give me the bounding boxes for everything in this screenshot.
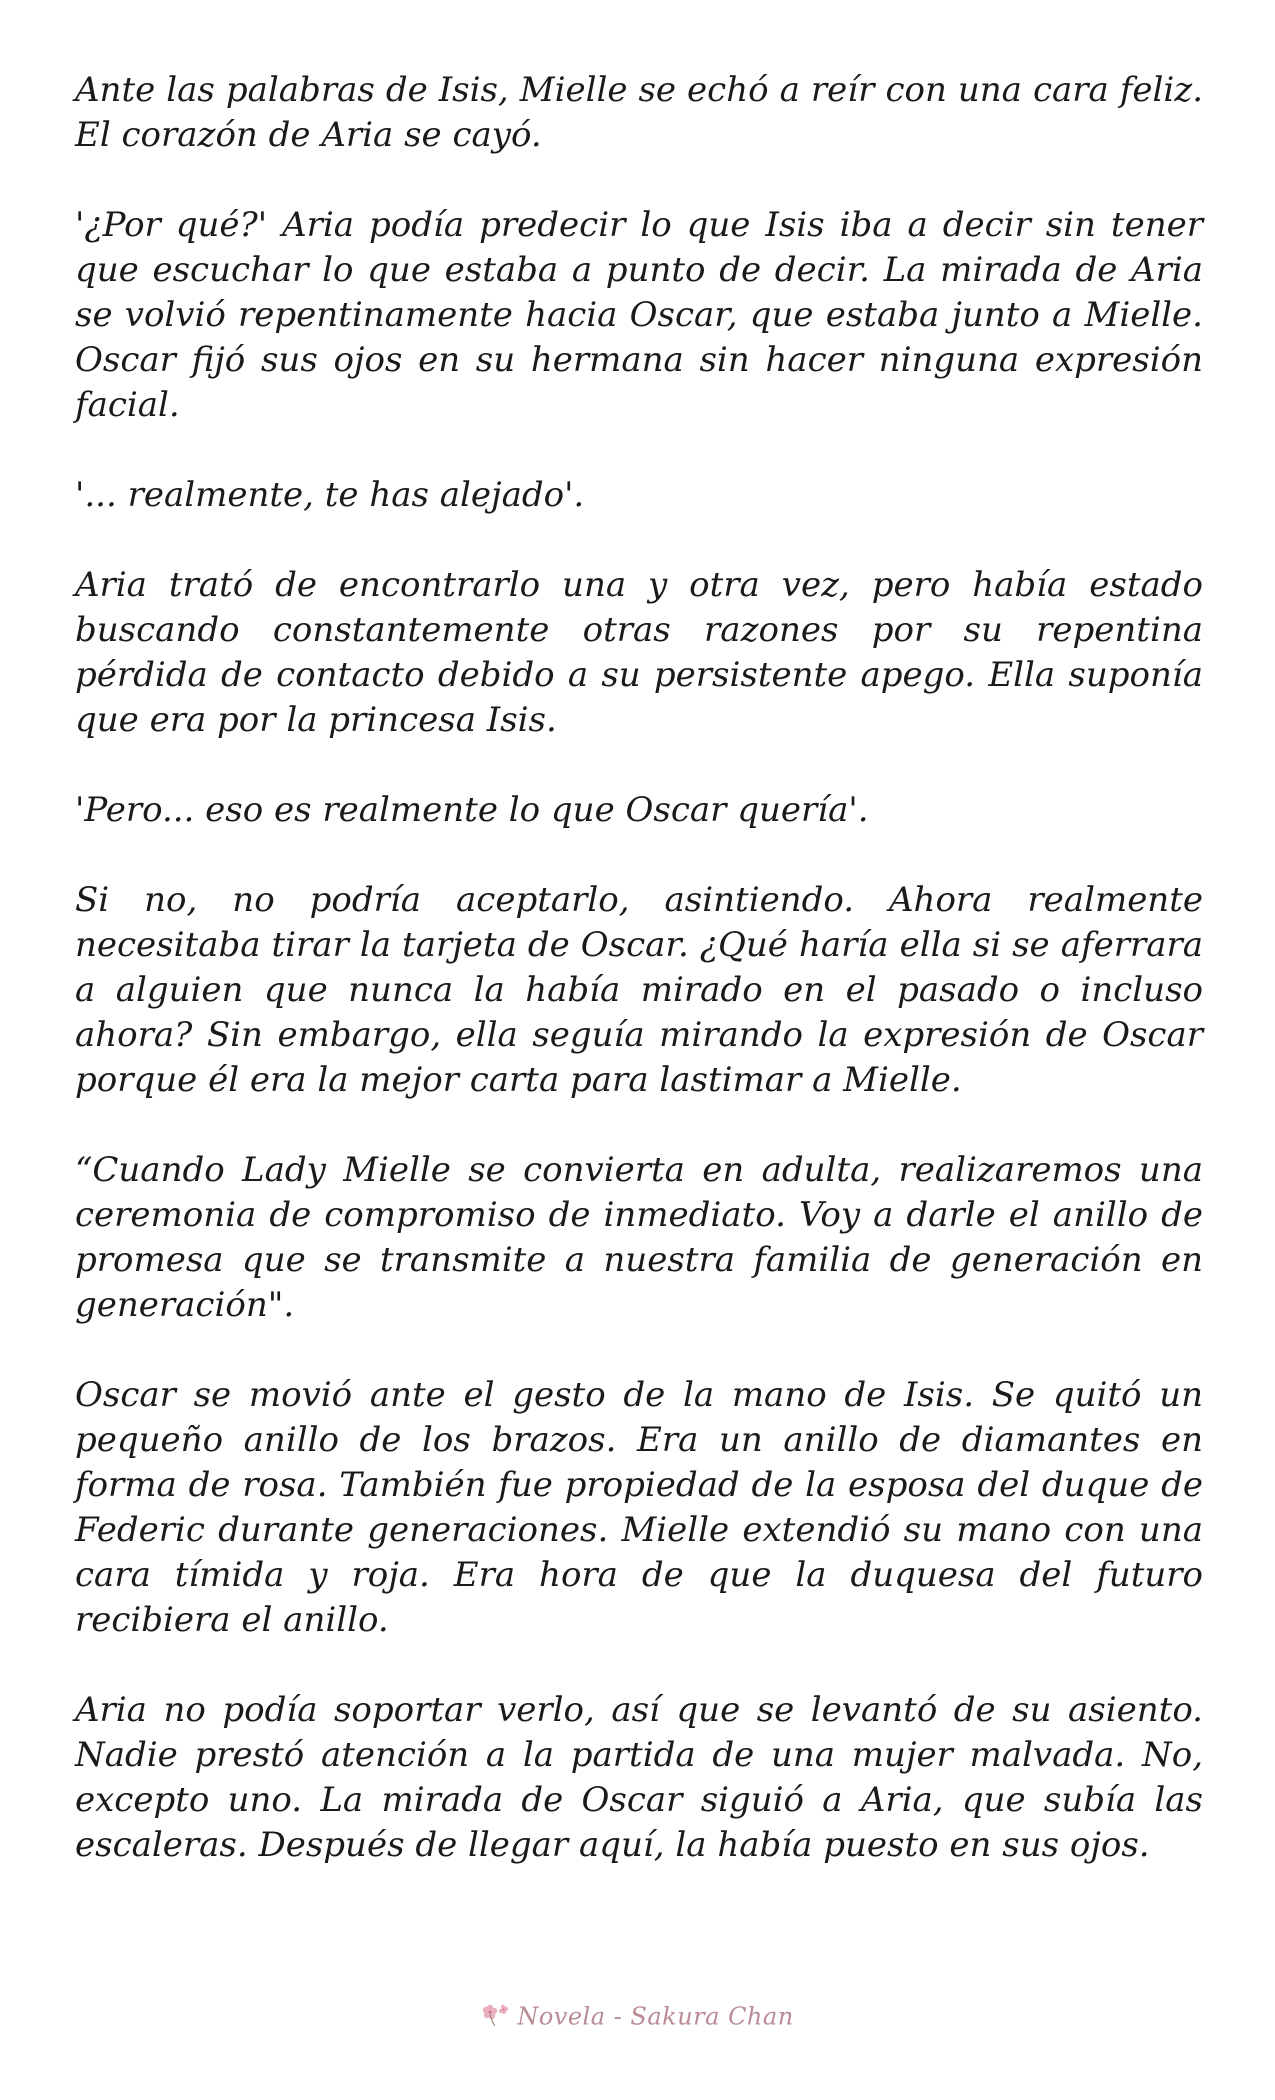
cherry-blossom-icon — [481, 2002, 511, 2034]
paragraph-4: Aria trató de encontrarlo una y otra vez, pero había estado buscando constantemente otras razones por su repentina pérdida de contacto debido a su persistente apego. Ella suponía que era por la princesa Isis. — [75, 565, 1203, 740]
watermark-text: Novela - Sakura Chan — [517, 2002, 794, 2031]
paragraph-9: Aria no podía soportar verlo, así que se levantó de su asiento. Nadie prestó atención a la partida de una mujer malvada. No, excepto uno. La mirada de Oscar siguió a Aria, que subía las escaleras. Después de llegar aquí, la había puesto en sus ojos. — [75, 1690, 1203, 1865]
paragraph-5: 'Pero... eso es realmente lo que Oscar quería'. — [75, 790, 869, 830]
paragraph-3: '... realmente, te has alejado'. — [75, 475, 585, 515]
paragraph-6: Si no, no podría aceptarlo, asintiendo. Ahora realmente necesitaba tirar la tarjeta de Oscar. ¿Qué haría ella si se aferrara a alguien que nunca la había mirado en el pasado o incluso ahora? Sin embargo, ella seguía mirando la expresión de Oscar porque él era la mejor carta para lastimar a Mielle. — [75, 880, 1203, 1100]
paragraph-1: Ante las palabras de Isis, Mielle se echó a reír con una cara feliz. El corazón de Aria se cayó. — [75, 70, 1203, 155]
paragraph-2: '¿Por qué?' Aria podía predecir lo que Isis iba a decir sin tener que escuchar lo que estaba a punto de decir. La mirada de Aria se volvió repentinamente hacia Oscar, que estaba junto a Mielle. Oscar fijó sus ojos en su hermana sin hacer ninguna expresión facial. — [75, 205, 1203, 425]
watermark — [0, 2002, 1275, 2034]
chapter-text — [75, 68, 1203, 1913]
paragraph-8: Oscar se movió ante el gesto de la mano de Isis. Se quitó un pequeño anillo de los brazos. Era un anillo de diamantes en forma de rosa. También fue propiedad de la esposa del duque de Federic durante generaciones. Mielle extendió su mano con una cara tímida y roja. Era hora de que la duquesa del futuro recibiera el anillo. — [75, 1375, 1203, 1640]
paragraph-7: “Cuando Lady Mielle se convierta en adulta, realizaremos una ceremonia de compromiso de inmediato. Voy a darle el anillo de promesa que se transmite a nuestra familia de generación en generación". — [75, 1150, 1203, 1325]
